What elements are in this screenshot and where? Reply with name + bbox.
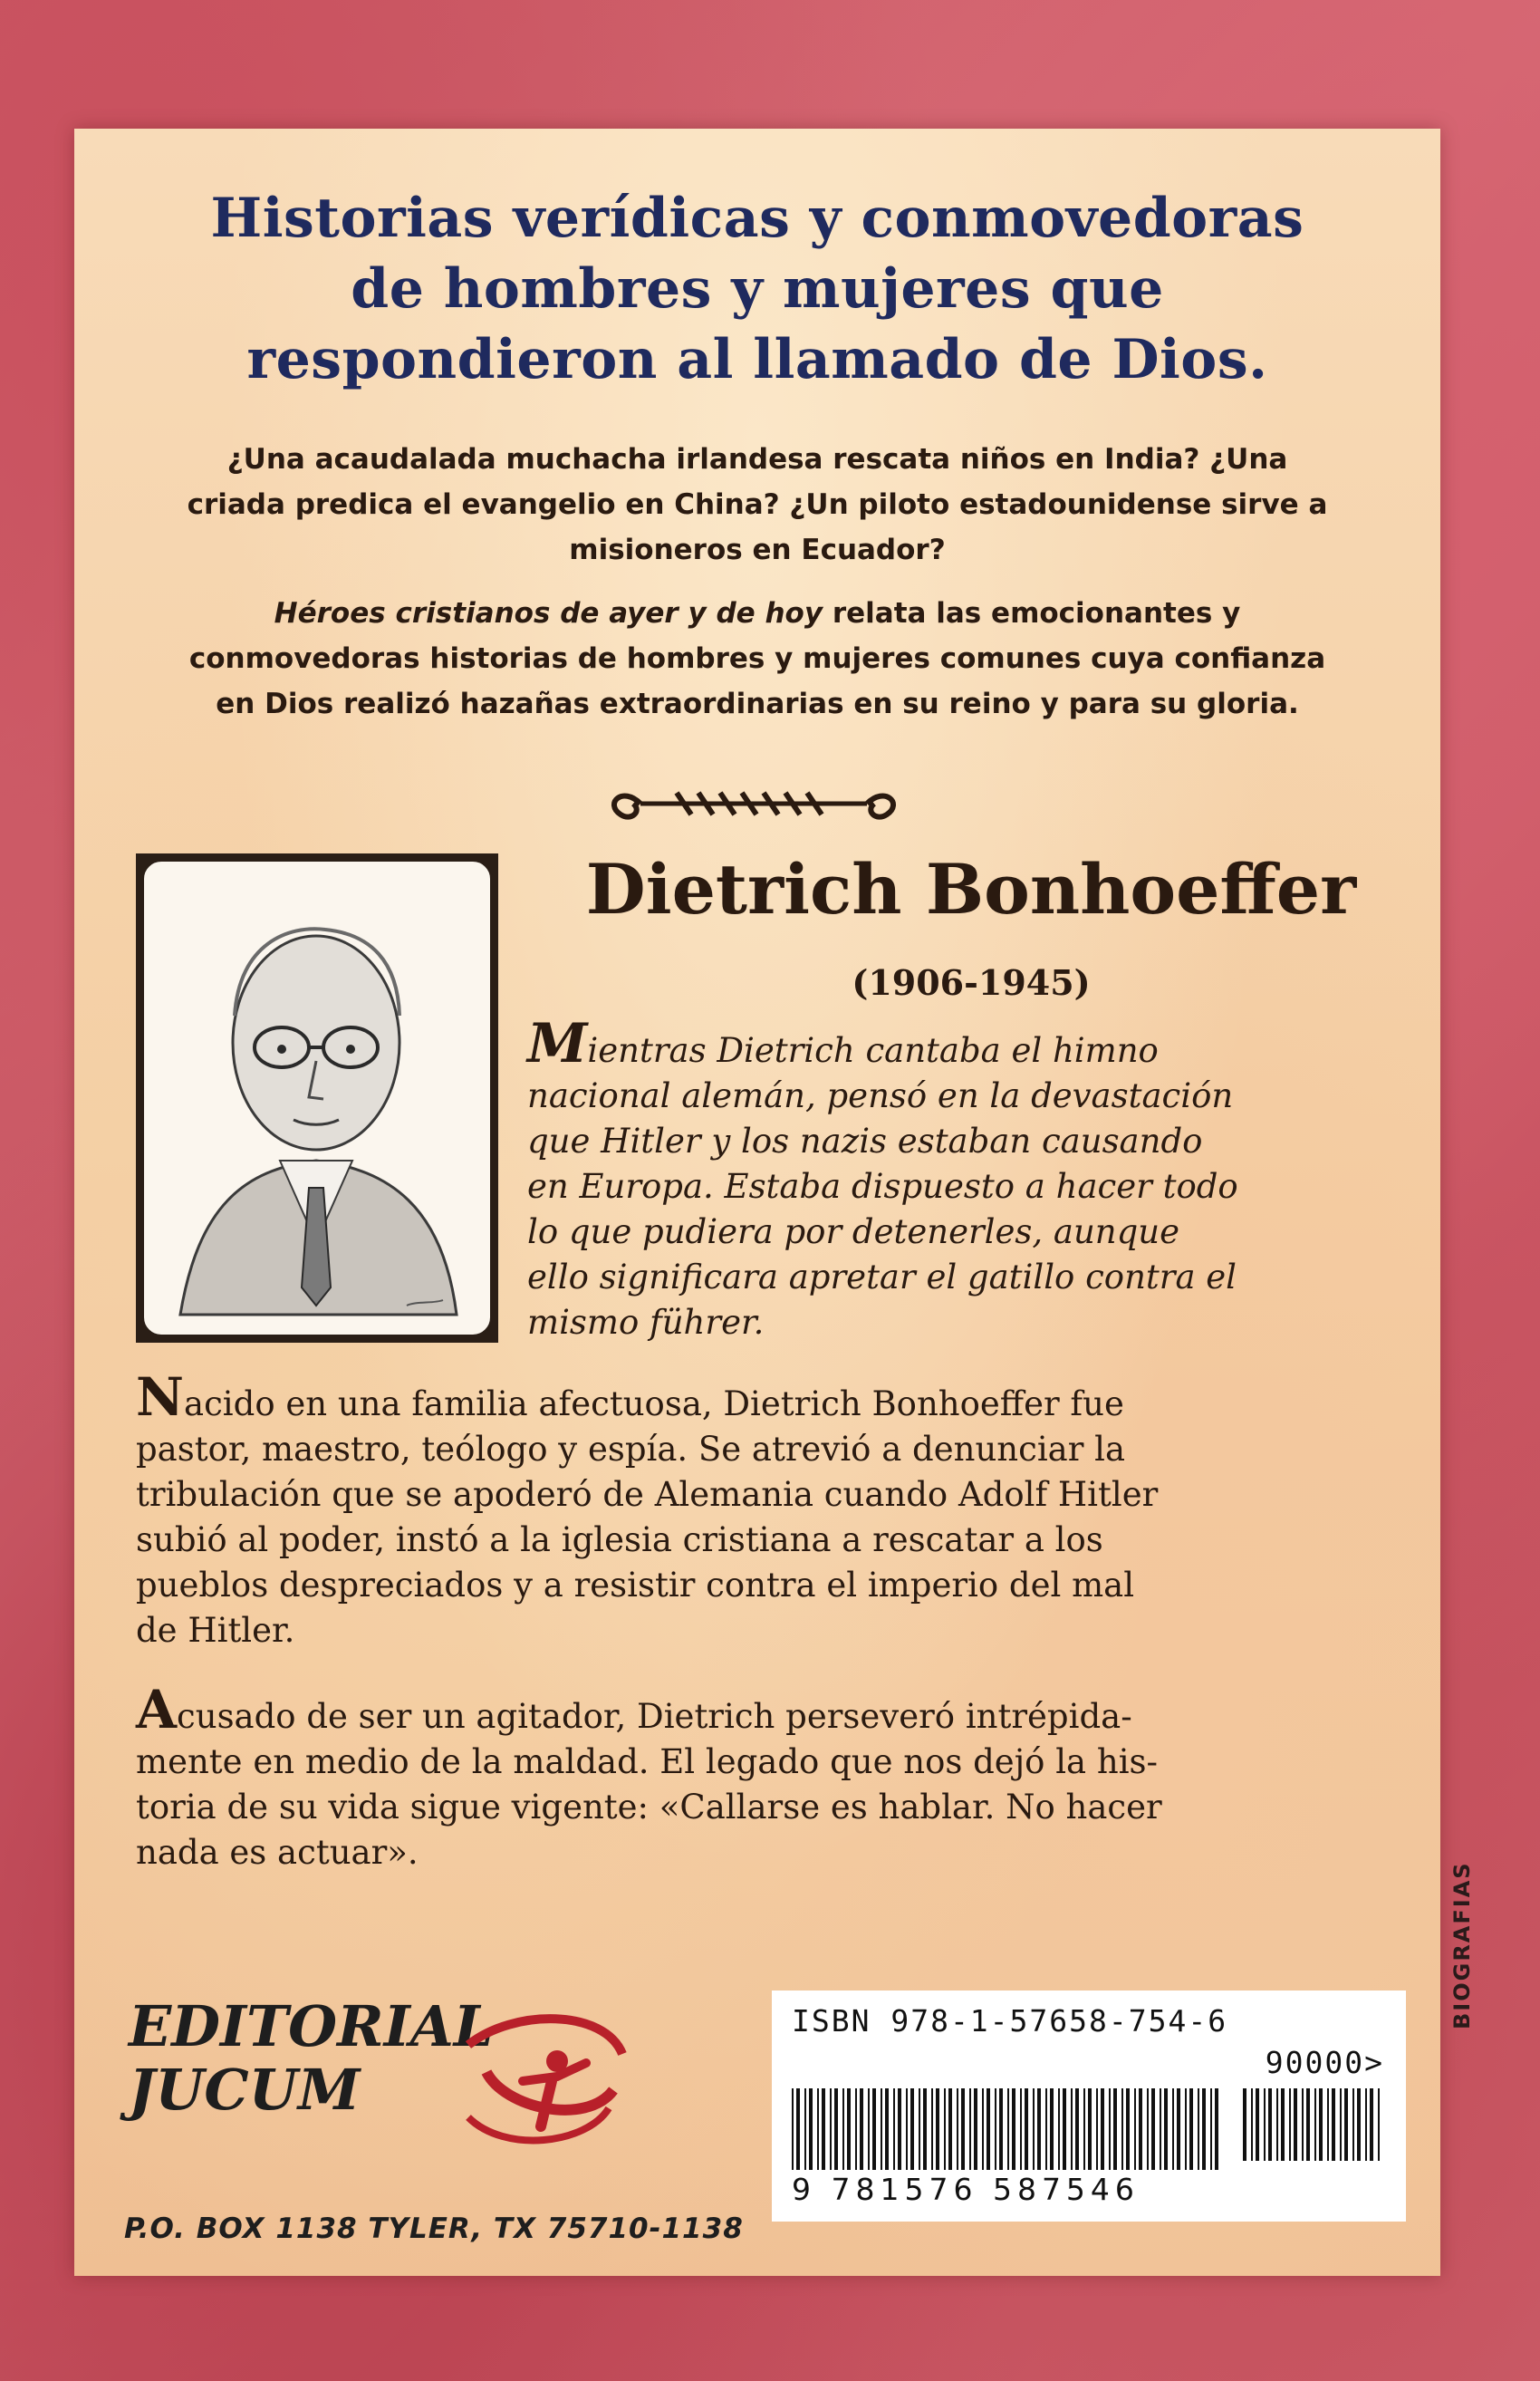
intro-line: ¿Una acaudalada muchacha irlandesa rescata niños en India? ¿Una bbox=[226, 443, 1288, 476]
bio-first-line: acido en una familia afectuosa, Dietrich Bonhoeffer fue bbox=[184, 1384, 1124, 1423]
series-line-rest: relata las emocionantes y bbox=[823, 597, 1241, 630]
quote-line bbox=[527, 1012, 1397, 1075]
bio-dropcap: N bbox=[136, 1366, 185, 1428]
barcode-digits: 9 781576 587546 bbox=[792, 2172, 1140, 2207]
quote-line: mismo führer. bbox=[527, 1303, 765, 1342]
subject-name: Dietrich Bonhoeffer bbox=[585, 849, 1357, 930]
price-addon: 90000> bbox=[1265, 2045, 1384, 2080]
series-line: conmovedoras historias de hombres y mujeres comunes cuya confianza bbox=[188, 642, 1326, 675]
publisher-name bbox=[129, 1993, 494, 2123]
headline bbox=[74, 183, 1440, 395]
spine-category-label: BIOGRAFIAS bbox=[1449, 1861, 1475, 2029]
legacy-dropcap: A bbox=[136, 1679, 178, 1740]
quote-dropcap: M bbox=[527, 1012, 588, 1075]
isbn-number: ISBN 978-1-57658-754-6 bbox=[792, 2003, 1228, 2039]
legacy-first-line: cusado de ser un agitador, Dietrich perseveró intrépida- bbox=[177, 1697, 1132, 1736]
quote-line: nacional alemán, pensó en la devastación bbox=[527, 1076, 1234, 1115]
intro-line: misioneros en Ecuador? bbox=[569, 534, 946, 566]
portrait bbox=[141, 859, 493, 1337]
bio-paragraph bbox=[136, 1366, 1404, 1653]
subject-years: (1906-1945) bbox=[852, 962, 1091, 1003]
publisher-address: P.O. BOX 1138 TYLER, TX 75710-1138 bbox=[124, 2212, 744, 2245]
bio-line: pastor, maestro, teólogo y espía. Se atrevió a denunciar la bbox=[136, 1430, 1126, 1469]
bio-line: pueblos despreciados y a resistir contra el imperio del mal bbox=[136, 1566, 1135, 1605]
headline-line: Historias verídicas y conmovedoras bbox=[210, 187, 1304, 250]
series-title: Héroes cristianos de ayer y de hoy bbox=[274, 597, 823, 630]
bio-line: tribulación que se apoderó de Alemania cuando Adolf Hitler bbox=[136, 1475, 1159, 1514]
series-paragraph bbox=[129, 591, 1386, 727]
legacy-line: mente en medio de la maldad. El legado que nos dejó la his- bbox=[136, 1742, 1159, 1781]
series-line bbox=[129, 591, 1386, 636]
intro-line: criada predica el evangelio en China? ¿Un piloto estadounidense sirve a bbox=[187, 488, 1328, 521]
series-line: en Dios realizó hazañas extraordinarias en su reino y para su gloria. bbox=[216, 688, 1299, 720]
cover-panel bbox=[74, 129, 1440, 2276]
addon-barcode-bars-icon bbox=[1243, 2088, 1388, 2161]
barcode-box bbox=[772, 1991, 1406, 2222]
quote-first-line: ientras Dietrich cantaba el himno bbox=[587, 1031, 1159, 1070]
bio-line: de Hitler. bbox=[136, 1611, 295, 1650]
legacy-paragraph bbox=[136, 1679, 1404, 1875]
publisher-line2: JUCUM bbox=[129, 2057, 361, 2123]
bio-line bbox=[136, 1366, 1404, 1428]
ornament-divider-icon bbox=[604, 776, 903, 831]
headline-line: de hombres y mujeres que bbox=[351, 257, 1164, 321]
publisher-line1: EDITORIAL bbox=[129, 1993, 494, 2059]
portrait-frame bbox=[136, 853, 498, 1343]
quote-line: lo que pudiera por detenerles, aunque bbox=[527, 1212, 1180, 1251]
publisher-logo-icon bbox=[450, 2009, 631, 2154]
intro-paragraph bbox=[129, 437, 1386, 573]
legacy-line: nada es actuar». bbox=[136, 1833, 419, 1872]
quote-line: en Europa. Estaba dispuesto a hacer todo bbox=[527, 1167, 1238, 1206]
legacy-line bbox=[136, 1679, 1404, 1740]
quote-paragraph bbox=[527, 1012, 1397, 1345]
headline-line: respondieron al llamado de Dios. bbox=[246, 328, 1268, 391]
portrait-sketch-icon bbox=[144, 862, 490, 1335]
quote-line: ello significara apretar el gatillo contra el bbox=[527, 1258, 1237, 1297]
quote-line: que Hitler y los nazis estaban causando bbox=[527, 1122, 1203, 1161]
barcode-bars-icon bbox=[792, 2088, 1227, 2170]
legacy-line: toria de su vida sigue vigente: «Callarse es hablar. No hacer bbox=[136, 1788, 1162, 1827]
bio-line: subió al poder, instó a la iglesia cristiana a rescatar a los bbox=[136, 1520, 1103, 1559]
